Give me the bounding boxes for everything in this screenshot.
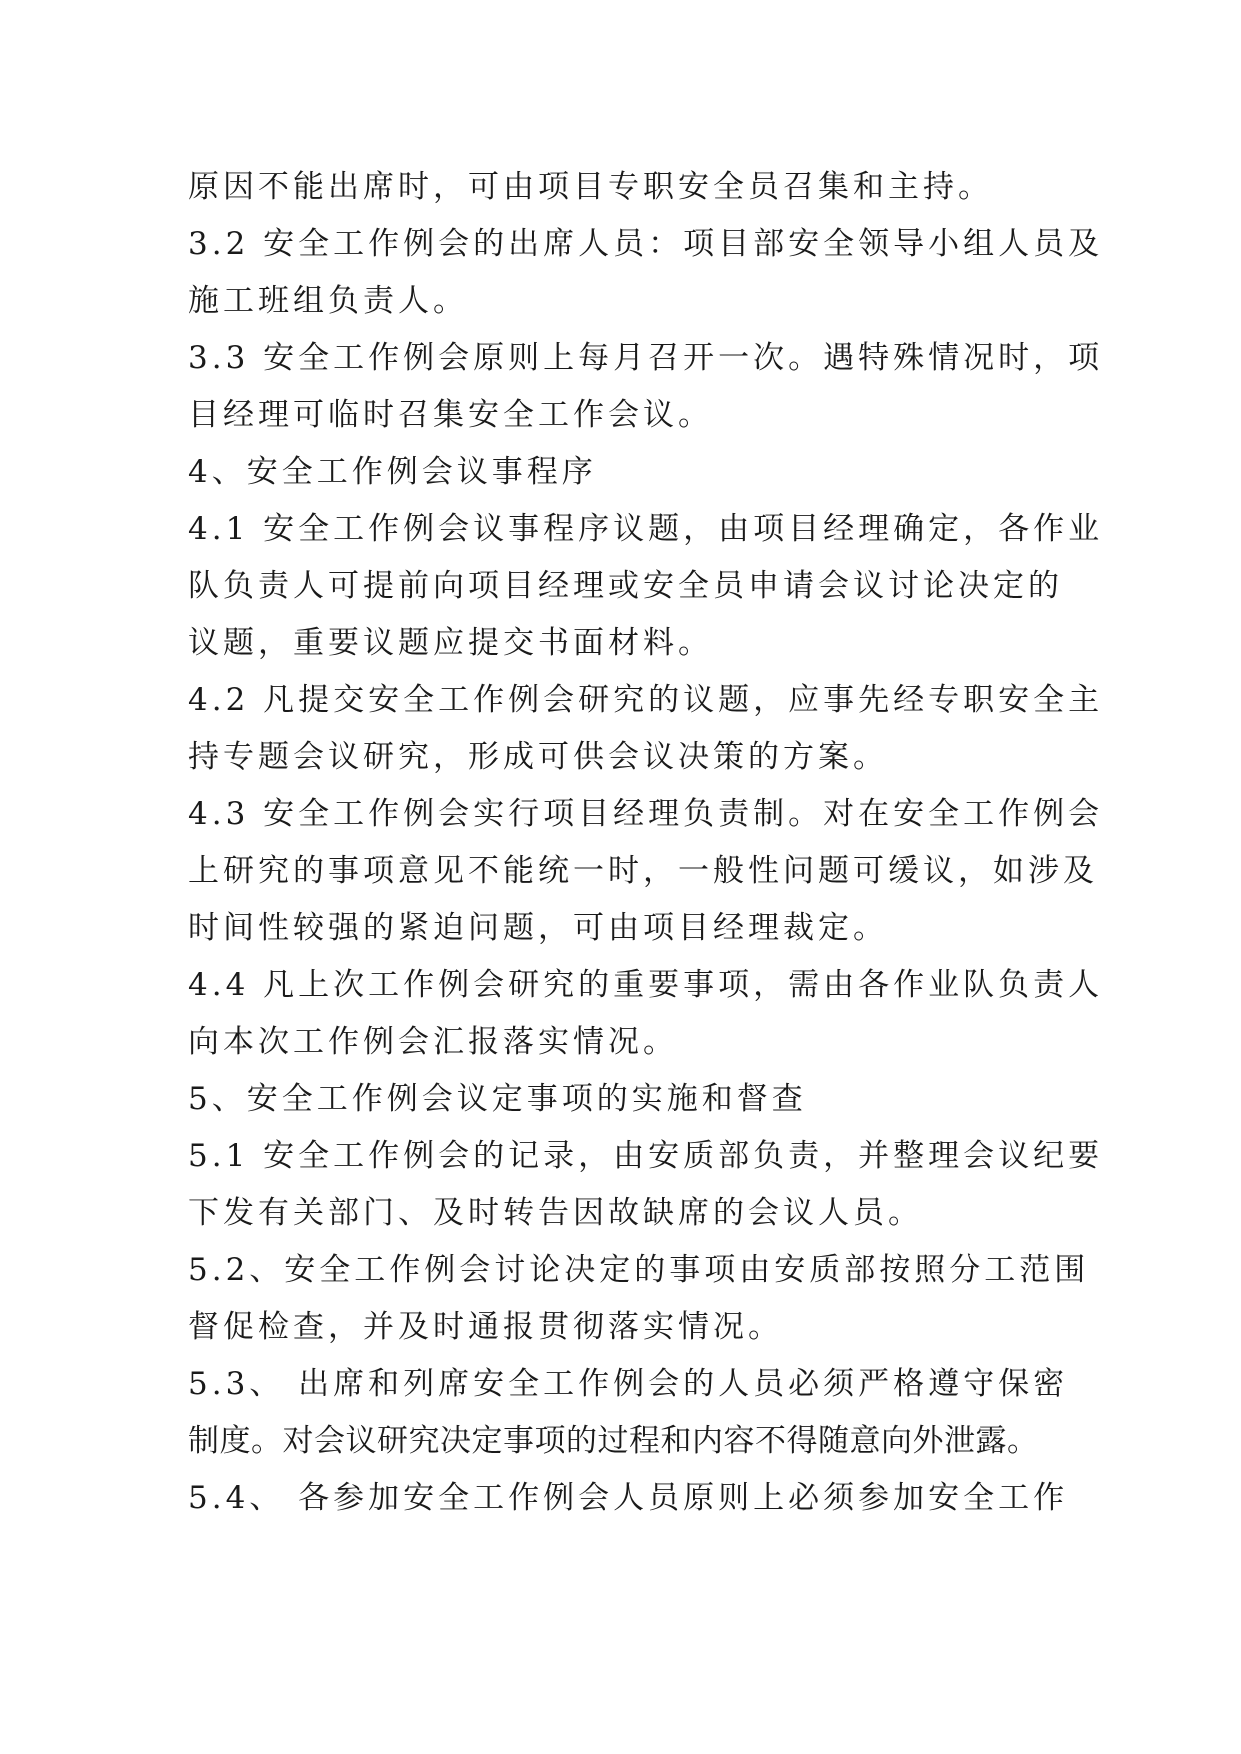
text-line: 5.3、 出席和列席安全工作例会的人员必须严格遵守保密	[188, 1366, 1069, 1402]
text-line: 4.4 凡上次工作例会研究的重要事项，需由各作业队负责人	[188, 967, 1104, 1003]
section-heading: 5、安全工作例会议定事项的实施和督查	[188, 1081, 807, 1117]
document-body	[188, 159, 1104, 1527]
section-heading: 4、安全工作例会议事程序	[188, 454, 597, 490]
text-line: 3.2 安全工作例会的出席人员：项目部安全领导小组人员及	[188, 226, 1104, 262]
text-line: 下发有关部门、及时转告因故缺席的会议人员。	[188, 1195, 923, 1231]
text-line: 持专题会议研究，形成可供会议决策的方案。	[188, 739, 888, 775]
text-line: 制度。对会议研究决定事项的过程和内容不得随意向外泄露。	[188, 1423, 1039, 1459]
text-line: 时间性较强的紧迫问题，可由项目经理裁定。	[188, 910, 888, 946]
text-line: 5.1 安全工作例会的记录，由安质部负责，并整理会议纪要	[188, 1138, 1104, 1174]
text-line: 4.2 凡提交安全工作例会研究的议题，应事先经专职安全主	[188, 682, 1104, 718]
text-line: 5.2、安全工作例会讨论决定的事项由安质部按照分工范围	[188, 1252, 1090, 1288]
text-line: 3.3 安全工作例会原则上每月召开一次。遇特殊情况时，项	[188, 340, 1104, 376]
text-line: 原因不能出席时，可由项目专职安全员召集和主持。	[188, 169, 993, 205]
text-line: 目经理可临时召集安全工作会议。	[188, 397, 713, 433]
text-line: 督促检查，并及时通报贯彻落实情况。	[188, 1309, 783, 1345]
text-line: 4.3 安全工作例会实行项目经理负责制。对在安全工作例会	[188, 796, 1104, 832]
text-line: 向本次工作例会汇报落实情况。	[188, 1024, 678, 1060]
text-line: 议题，重要议题应提交书面材料。	[188, 625, 713, 661]
text-line: 5.4、 各参加安全工作例会人员原则上必须参加安全工作	[188, 1480, 1069, 1516]
text-line: 队负责人可提前向项目经理或安全员申请会议讨论决定的	[188, 568, 1063, 604]
text-line: 上研究的事项意见不能统一时，一般性问题可缓议，如涉及	[188, 853, 1098, 889]
text-line: 施工班组负责人。	[188, 283, 468, 319]
text-line: 4.1 安全工作例会议事程序议题，由项目经理确定，各作业	[188, 511, 1104, 547]
